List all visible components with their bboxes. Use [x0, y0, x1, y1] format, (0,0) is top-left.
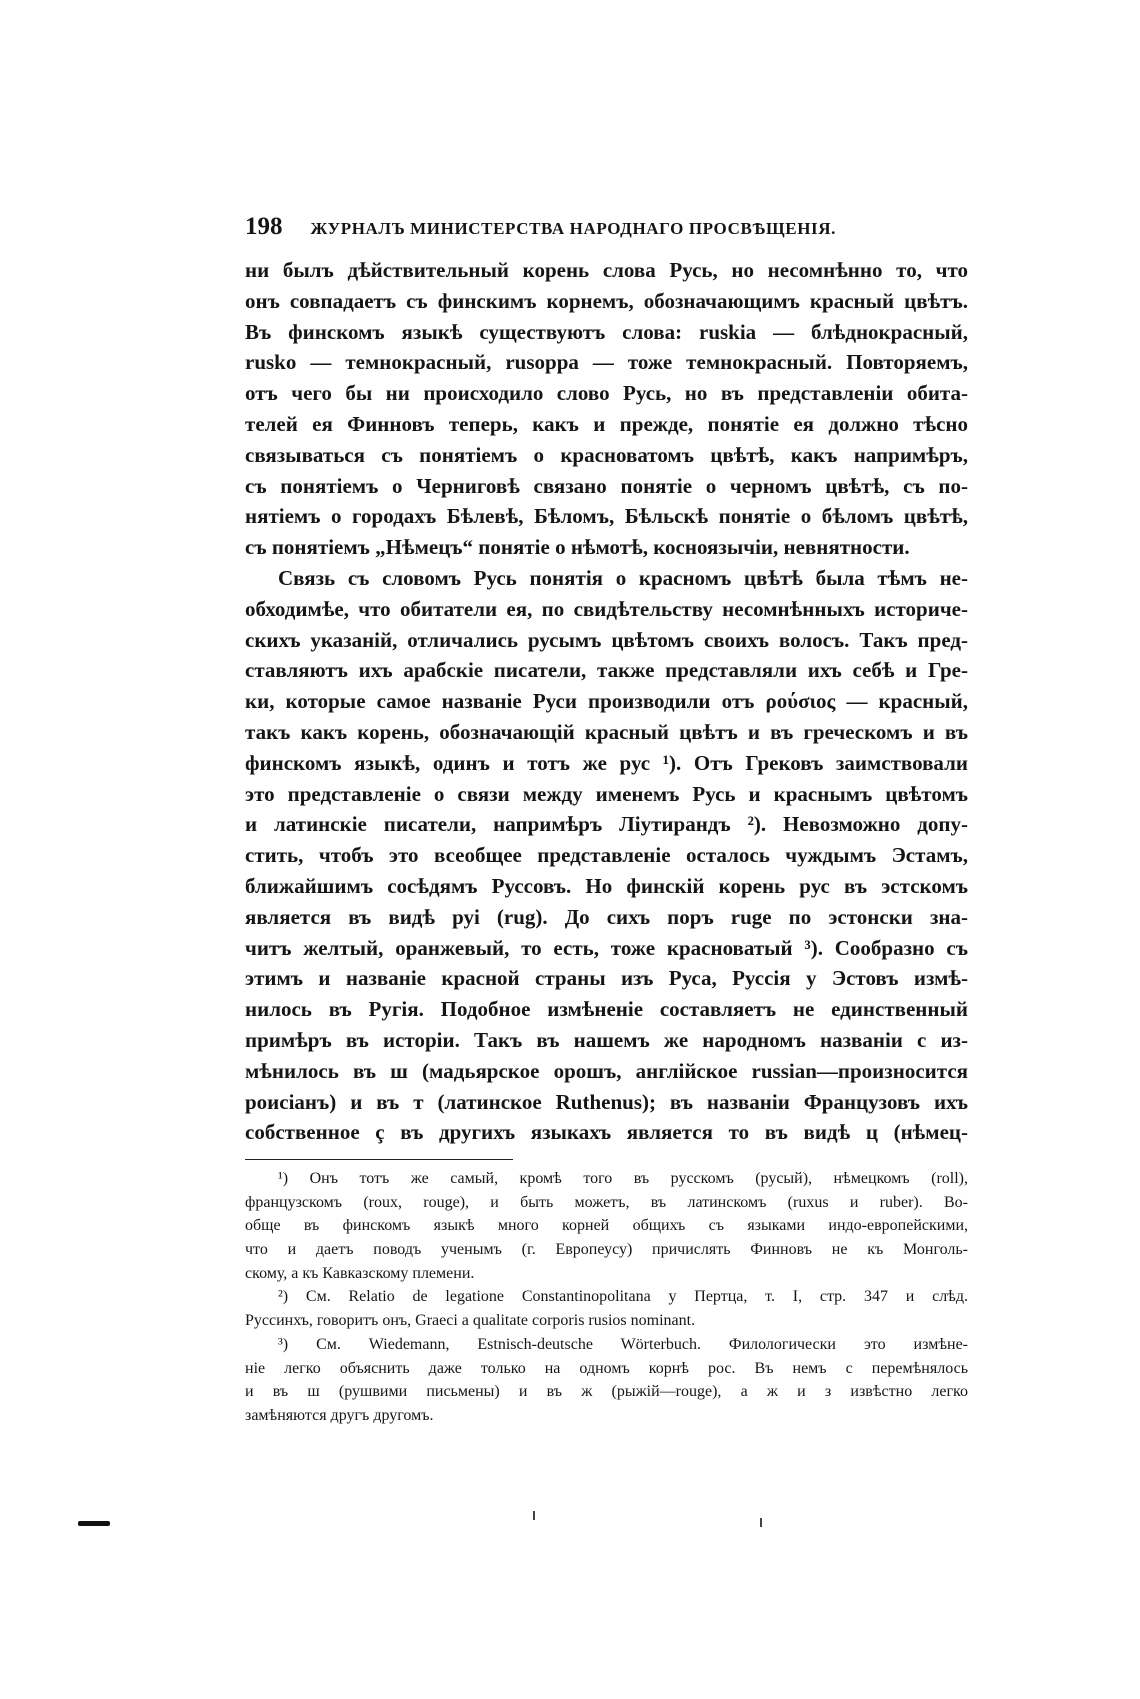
- text-line: Связь съ словомъ Русь понятія о красномъ цвѣтѣ была тѣмъ не-: [278, 565, 968, 590]
- text-line: онъ совпадаетъ съ финскимъ корнемъ, обозначающимъ красный цвѣтъ.: [245, 288, 968, 313]
- text-line: стить, чтобъ это всеобщее представленіе осталось чуждымъ Эстамъ,: [245, 843, 968, 868]
- text-line: ни былъ дѣйствительный корень слова Русь, но несомнѣнно то, что: [245, 258, 968, 282]
- text-line: съ понятіемъ о Черниговѣ связано понятіе о черномъ цвѣтѣ, съ по-: [245, 473, 968, 498]
- footnote-line: и въ ш (рушвими письмены) и въ ж (рыжій—rouge), а ж и з извѣстно легко: [245, 1383, 968, 1401]
- text-line: Въ финскомъ языкѣ существуютъ слова: ruskia — блѣднокрасный,: [245, 319, 968, 344]
- footnote-line: ²) См. Relatio de legatione Constantinopolitana у Пертца, т. I, стр. 347 и слѣд.: [278, 1288, 968, 1306]
- text-line: мѣнилось въ ш (мадьярское орошъ, англійское russian—произносится: [245, 1058, 968, 1083]
- text-line: этимъ и названіе красной страны изъ Руса, Руссія у Эстовъ измѣ-: [245, 966, 968, 991]
- text-line: скихъ указаній, отличались русымъ цвѣтомъ своихъ волосъ. Такъ пред-: [245, 627, 968, 652]
- footnote-line: ¹) Онъ тотъ же самый, кромѣ того въ русскомъ (русый), нѣмецкомъ (roll),: [278, 1170, 968, 1187]
- text-line: роисіанъ) и въ т (латинское Ruthenus); въ названіи Французовъ ихъ: [245, 1089, 968, 1114]
- margin-mark: [78, 1521, 110, 1526]
- running-title: ЖУРНАЛЪ МИНИСТЕРСТВА НАРОДНАГО ПРОСВѢЩЕНІЯ.: [310, 219, 836, 238]
- text-line: телей ея Финновъ теперь, какъ и прежде, понятіе ея должно тѣсно: [245, 411, 968, 436]
- text-line: нятіемъ о городахъ Бѣлевѣ, Бѣломъ, Бѣльскѣ понятіе о бѣломъ цвѣтѣ,: [245, 504, 968, 529]
- scan-speck: [760, 1518, 762, 1527]
- text-line: ставляютъ ихъ арабскіе писатели, также представляли ихъ себѣ и Гре-: [245, 658, 968, 683]
- text-line: ближайшимъ сосѣдямъ Руссовъ. Но финскій корень рус въ эстскомъ: [245, 873, 968, 898]
- text-line: читъ желтый, оранжевый, то есть, тоже красноватый ³). Сообразно съ: [245, 935, 968, 960]
- footnote-line: что и даетъ поводъ ученымъ (г. Европеусу) причислять Финновъ не къ Монголь-: [245, 1241, 968, 1259]
- footnote-line: скому, а къ Кавказскому племени.: [245, 1264, 475, 1282]
- footnote-line: ³) См. Wiedemann, Estnisch-deutsche Wörterbuch. Филологически это измѣне-: [278, 1335, 968, 1353]
- text-line: финскомъ языкѣ, одинъ и тотъ же рус ¹). Отъ Грековъ заимствовали: [245, 750, 968, 775]
- text-line: обходимѣе, что обитатели ея, по свидѣтельству несомнѣнныхъ историче-: [245, 596, 968, 621]
- text-line: является въ видѣ руі (rug). До сихъ поръ ruge по эстонски зна-: [245, 904, 968, 929]
- page-header: [245, 213, 970, 241]
- text-line: и латинскіе писатели, напримѣръ Ліутирандъ ²). Невозможно допу-: [245, 812, 968, 837]
- text-line: rusko — темнокрасный, rusoppa — тоже темнокрасный. Повторяемъ,: [245, 350, 968, 375]
- footnotes: [245, 1167, 968, 1428]
- footnote-separator: [245, 1159, 513, 1160]
- footnote-line: Руссинхъ, говоритъ онъ, Graeci a qualitate corporis rusios nominant.: [245, 1312, 696, 1330]
- text-line: собственное ç въ другихъ языкахъ является то въ видѣ ц (нѣмец-: [245, 1120, 968, 1145]
- text-line: отъ чего бы ни происходило слово Русь, но въ представленіи обита-: [245, 381, 968, 406]
- footnote-line: замѣняются другъ другомъ.: [245, 1406, 434, 1424]
- page-number: 198: [245, 213, 283, 240]
- text-line: это представленіе о связи между именемъ Русь и краснымъ цвѣтомъ: [245, 781, 968, 806]
- text-line: такъ какъ корень, обозначающій красный цвѣтъ и въ греческомъ и въ: [245, 719, 968, 744]
- main-text: [245, 255, 968, 1148]
- text-line: связываться съ понятіемъ о красноватомъ цвѣтѣ, какъ напримѣръ,: [245, 442, 968, 467]
- footnote-line: ніе легко объяснить даже только на одномъ корнѣ рос. Въ немъ с перемѣнялось: [245, 1359, 968, 1377]
- footnote-line: обще въ финскомъ языкѣ много корней общихъ съ языками индо-европейскими,: [245, 1217, 968, 1235]
- scan-speck: [533, 1511, 535, 1520]
- footnote-line: французскомъ (roux, rouge), и быть можетъ, въ латинскомъ (ruxus и ruber). Во-: [245, 1193, 968, 1211]
- text-line: нилось въ Ругія. Подобное измѣненіе составляетъ не единственный: [245, 997, 968, 1022]
- text-line: примѣръ въ исторіи. Такъ въ нашемъ же народномъ названіи с из-: [245, 1027, 968, 1052]
- text-line: съ понятіемъ „Нѣмецъ“ понятіе о нѣмотѣ, косноязычіи, невнятности.: [245, 535, 910, 560]
- text-line: ки, которые самое названіе Руси производили отъ ρούσιος — красный,: [245, 689, 968, 714]
